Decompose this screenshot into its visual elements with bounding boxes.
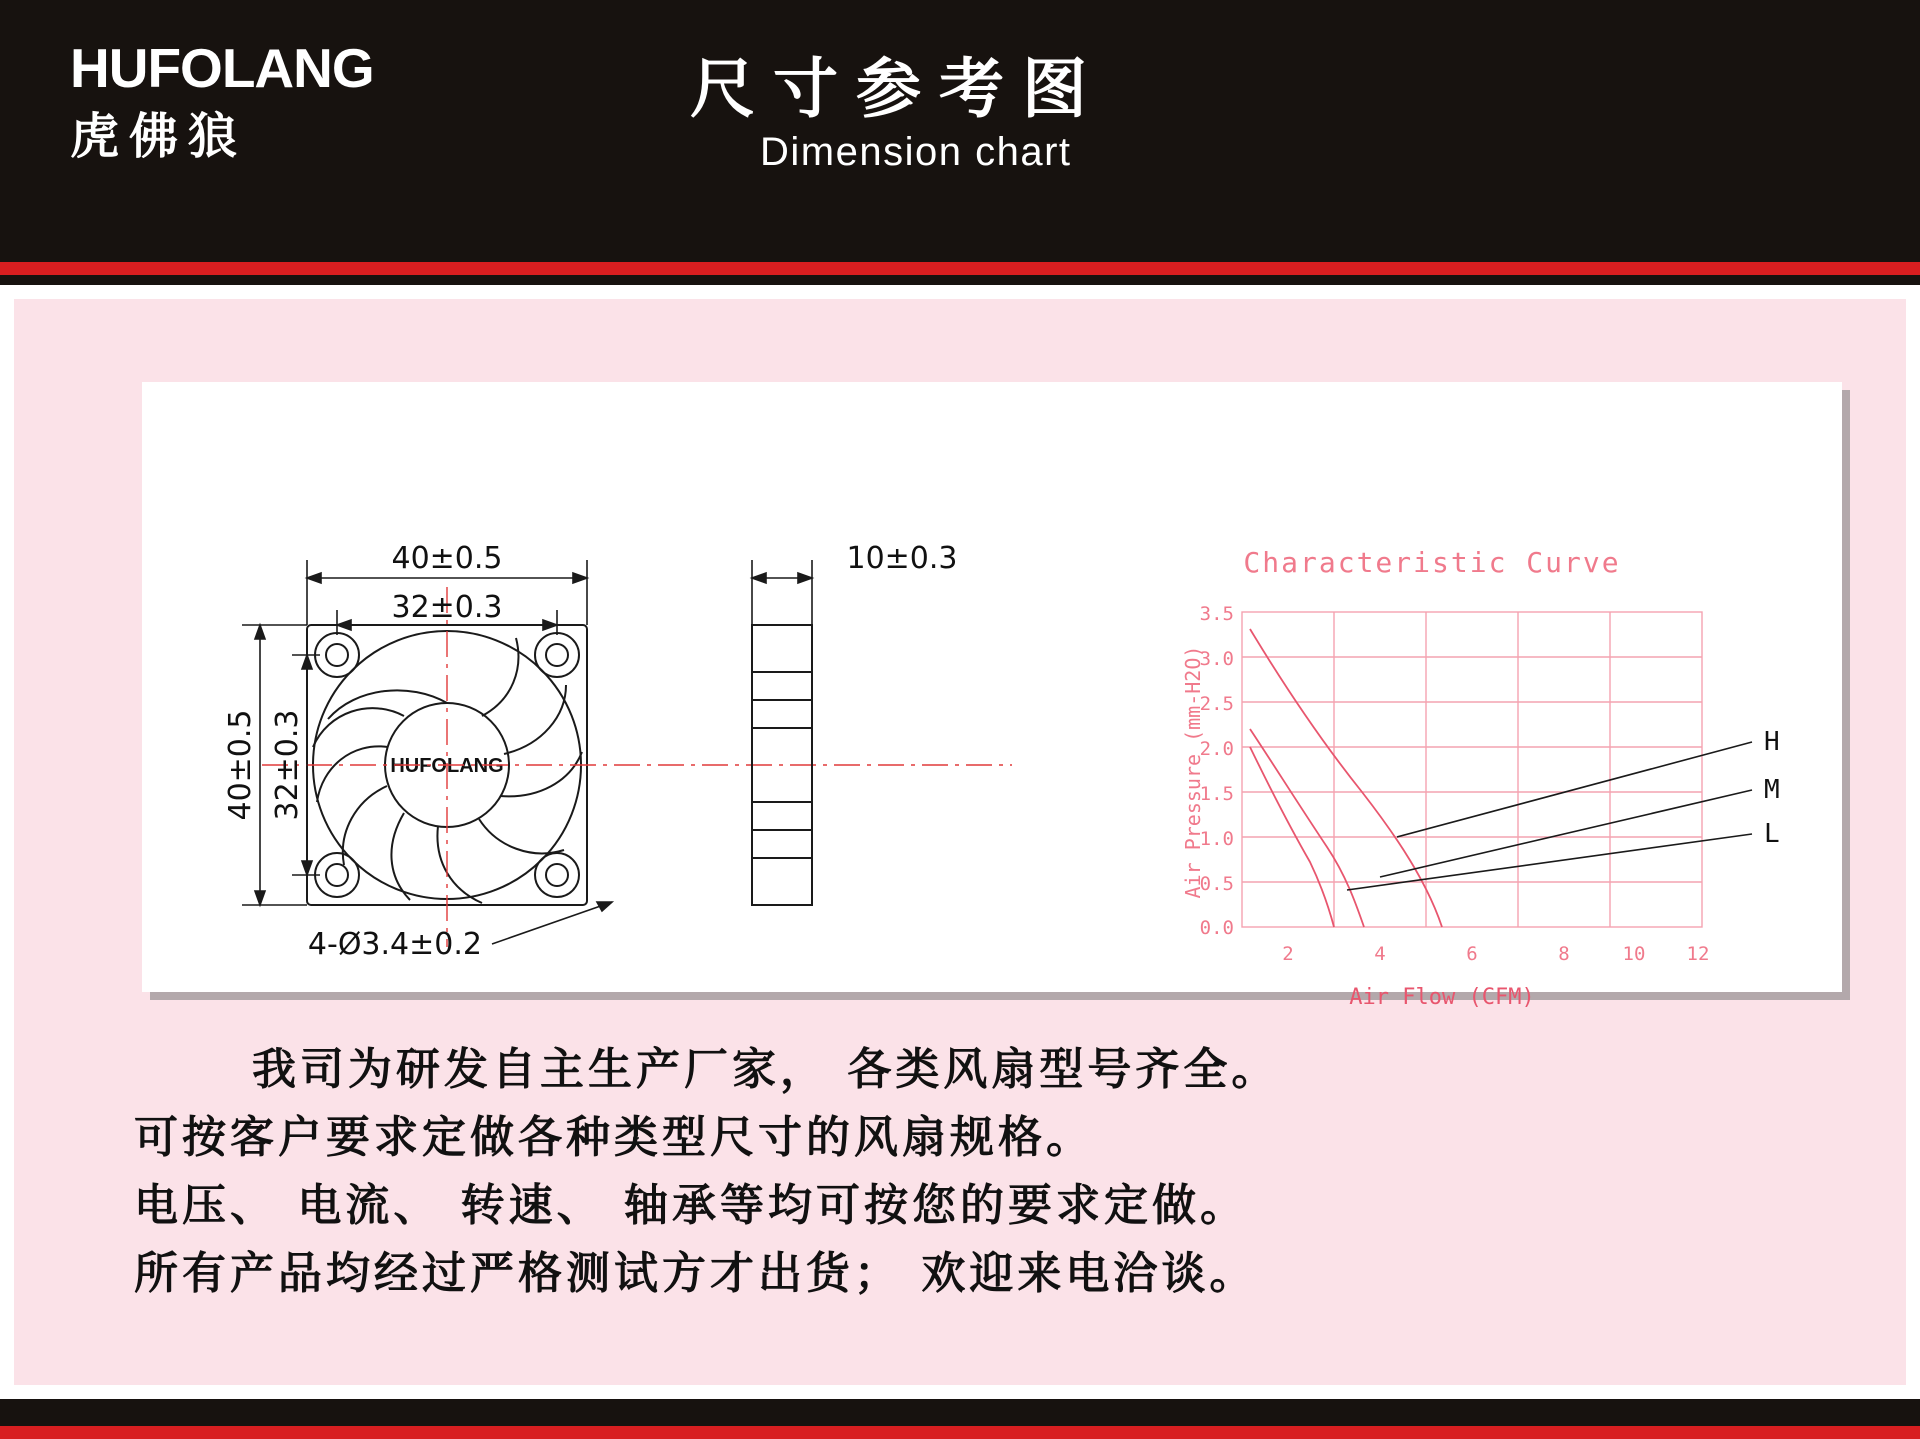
note-line-1: 我司为研发自主生产厂家， 各类风扇型号齐全。 xyxy=(252,1044,1280,1095)
x-tick-4: 4 xyxy=(1374,943,1386,965)
legend-label-m: M xyxy=(1764,775,1780,805)
dim-height-label: 40±0.5 xyxy=(223,709,258,821)
hole-note-label: 4-Ø3.4±0.2 xyxy=(307,927,482,962)
page-title-english: Dimension chart xyxy=(760,130,1072,174)
accent-bar-dark xyxy=(0,275,1920,285)
y-tick-3-5: 3.5 xyxy=(1199,603,1234,625)
accent-bar-red xyxy=(0,262,1920,275)
y-tick-2-0: 2.0 xyxy=(1199,738,1234,760)
drawing-panel xyxy=(142,382,1842,1010)
legend-label-h: H xyxy=(1764,727,1780,757)
legend-label-l: L xyxy=(1764,819,1780,849)
logo-latin-text: HUFOLANG xyxy=(70,37,374,99)
page-header xyxy=(0,0,1920,262)
y-tick-1-0: 1.0 xyxy=(1199,828,1234,850)
y-tick-1-5: 1.5 xyxy=(1199,783,1234,805)
y-tick-2-5: 2.5 xyxy=(1199,693,1234,715)
logo-chinese-text: 虎佛狼 xyxy=(70,108,248,165)
note-line-2: 可按客户要求定做各种类型尺寸的风扇规格。 xyxy=(134,1112,1094,1163)
y-tick-3-0: 3.0 xyxy=(1199,648,1234,670)
page-title-chinese: 尺寸参考图 xyxy=(690,52,1106,127)
brand-logo xyxy=(70,38,430,172)
drawing-svg xyxy=(142,382,1842,1010)
note-line-3: 电压、 电流、 转速、 轴承等均可按您的要求定做。 xyxy=(134,1180,1248,1231)
body-area xyxy=(0,285,1920,1399)
y-tick-0-0: 0.0 xyxy=(1199,917,1234,939)
y-tick-0-5: 0.5 xyxy=(1199,873,1234,895)
dim-hole-pitch-top-label: 32±0.3 xyxy=(391,590,503,625)
y-axis-title: Air Pressure (mm-H2O) xyxy=(1181,645,1205,899)
footer-bar-dark xyxy=(0,1399,1920,1426)
footer-bar-red xyxy=(0,1426,1920,1439)
x-axis-title: Air Flow (CFM) xyxy=(1349,985,1535,1010)
note-line-4: 所有产品均经过严格测试方才出货； 欢迎来电洽谈。 xyxy=(134,1248,1258,1299)
x-tick-2: 2 xyxy=(1282,943,1294,965)
x-tick-8: 8 xyxy=(1558,943,1570,965)
hub-logo-label: HUFOLANG xyxy=(390,755,504,777)
x-tick-6: 6 xyxy=(1466,943,1478,965)
x-tick-12: 12 xyxy=(1686,943,1710,965)
chart-title: Characteristic Curve xyxy=(1243,546,1621,579)
dim-thickness-label: 10±0.3 xyxy=(846,541,958,576)
notes-block xyxy=(134,1039,1834,1311)
dim-hole-pitch-left-label: 32±0.3 xyxy=(270,709,305,821)
x-tick-10: 10 xyxy=(1622,943,1646,965)
dim-width-label: 40±0.5 xyxy=(391,541,503,576)
